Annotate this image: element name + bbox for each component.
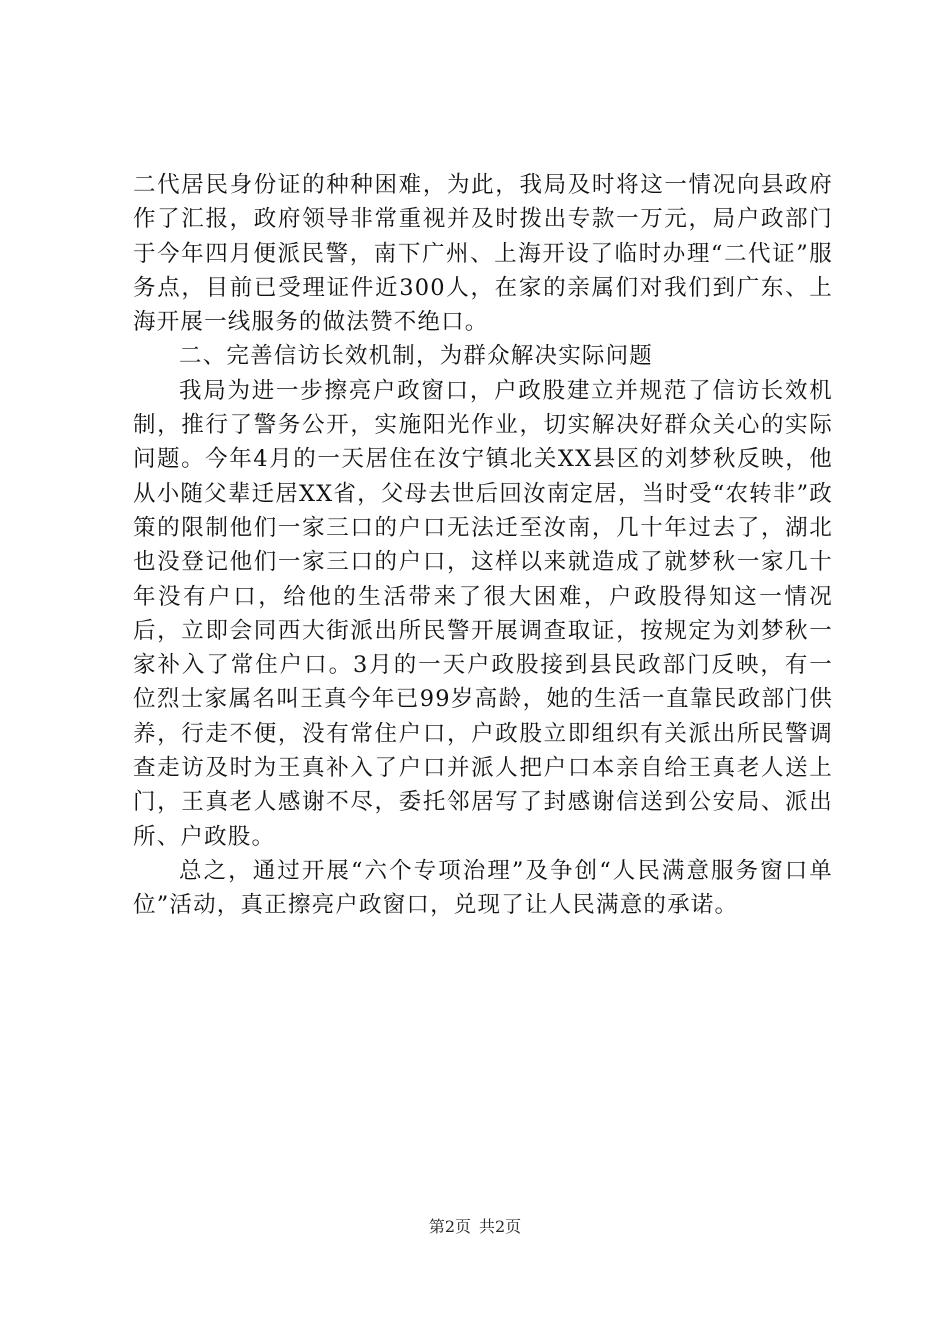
paragraph-continuation: 二代居民身份证的种种困难，为此，我局及时将这一情况向县政府作了汇报，政府领导非常重视并及时拨出专款一万元，局户政部门于今年四月便派民警，南下广州、上海开设了临时办理“二代证”服务点，目前已受理证件近300人，在家的亲属们对我们到广东、上海开展一线服务的做法赞不绝口。	[133, 172, 833, 336]
paragraph-summary: 总之，通过开展“六个专项治理”及争创“人民满意服务窗口单位”活动，真正擦亮户政窗口，兑现了让人民满意的承诺。	[133, 857, 833, 919]
page-number: 第2页	[428, 1217, 471, 1236]
page-total: 共2页	[479, 1217, 522, 1236]
paragraph-petition-mechanism: 我局为进一步擦亮户政窗口，户政股建立并规范了信访长效机制，推行了警务公开，实施阳光作业，切实解决好群众关心的实际问题。今年4月的一天居住在汝宁镇北关XX县区的刘梦秋反映，他从小随父辈迁居XX省，父母去世后回汝南定居，当时受“农转非”政策的限制他们一家三口的户口无法迁至汝南，几十年过去了，湖北也没登记他们一家三口的户口，这样以来就造成了就梦秋一家几十年没有户口，给他的生活带来了很大困难，户政股得知这一情况后，立即会同西大街派出所民警开展调查取证，按规定为刘梦秋一家补入了常住户口。3月的一天户政股接到县民政部门反映，有一位烈士家属名叫王真今年已99岁高龄，她的生活一直靠民政部门供养，行走不便，没有常住户口，户政股立即组织有关派出所民警调查走访及时为王真补入了户口并派人把户口本亲自给王真老人送上门，王真老人感谢不尽，委托邻居写了封感谢信送到公安局、派出所、户政股。	[133, 377, 833, 850]
page-footer	[0, 1216, 950, 1238]
document-body	[133, 168, 833, 923]
section-heading: 二、完善信访长效机制，为群众解决实际问题	[179, 343, 654, 370]
